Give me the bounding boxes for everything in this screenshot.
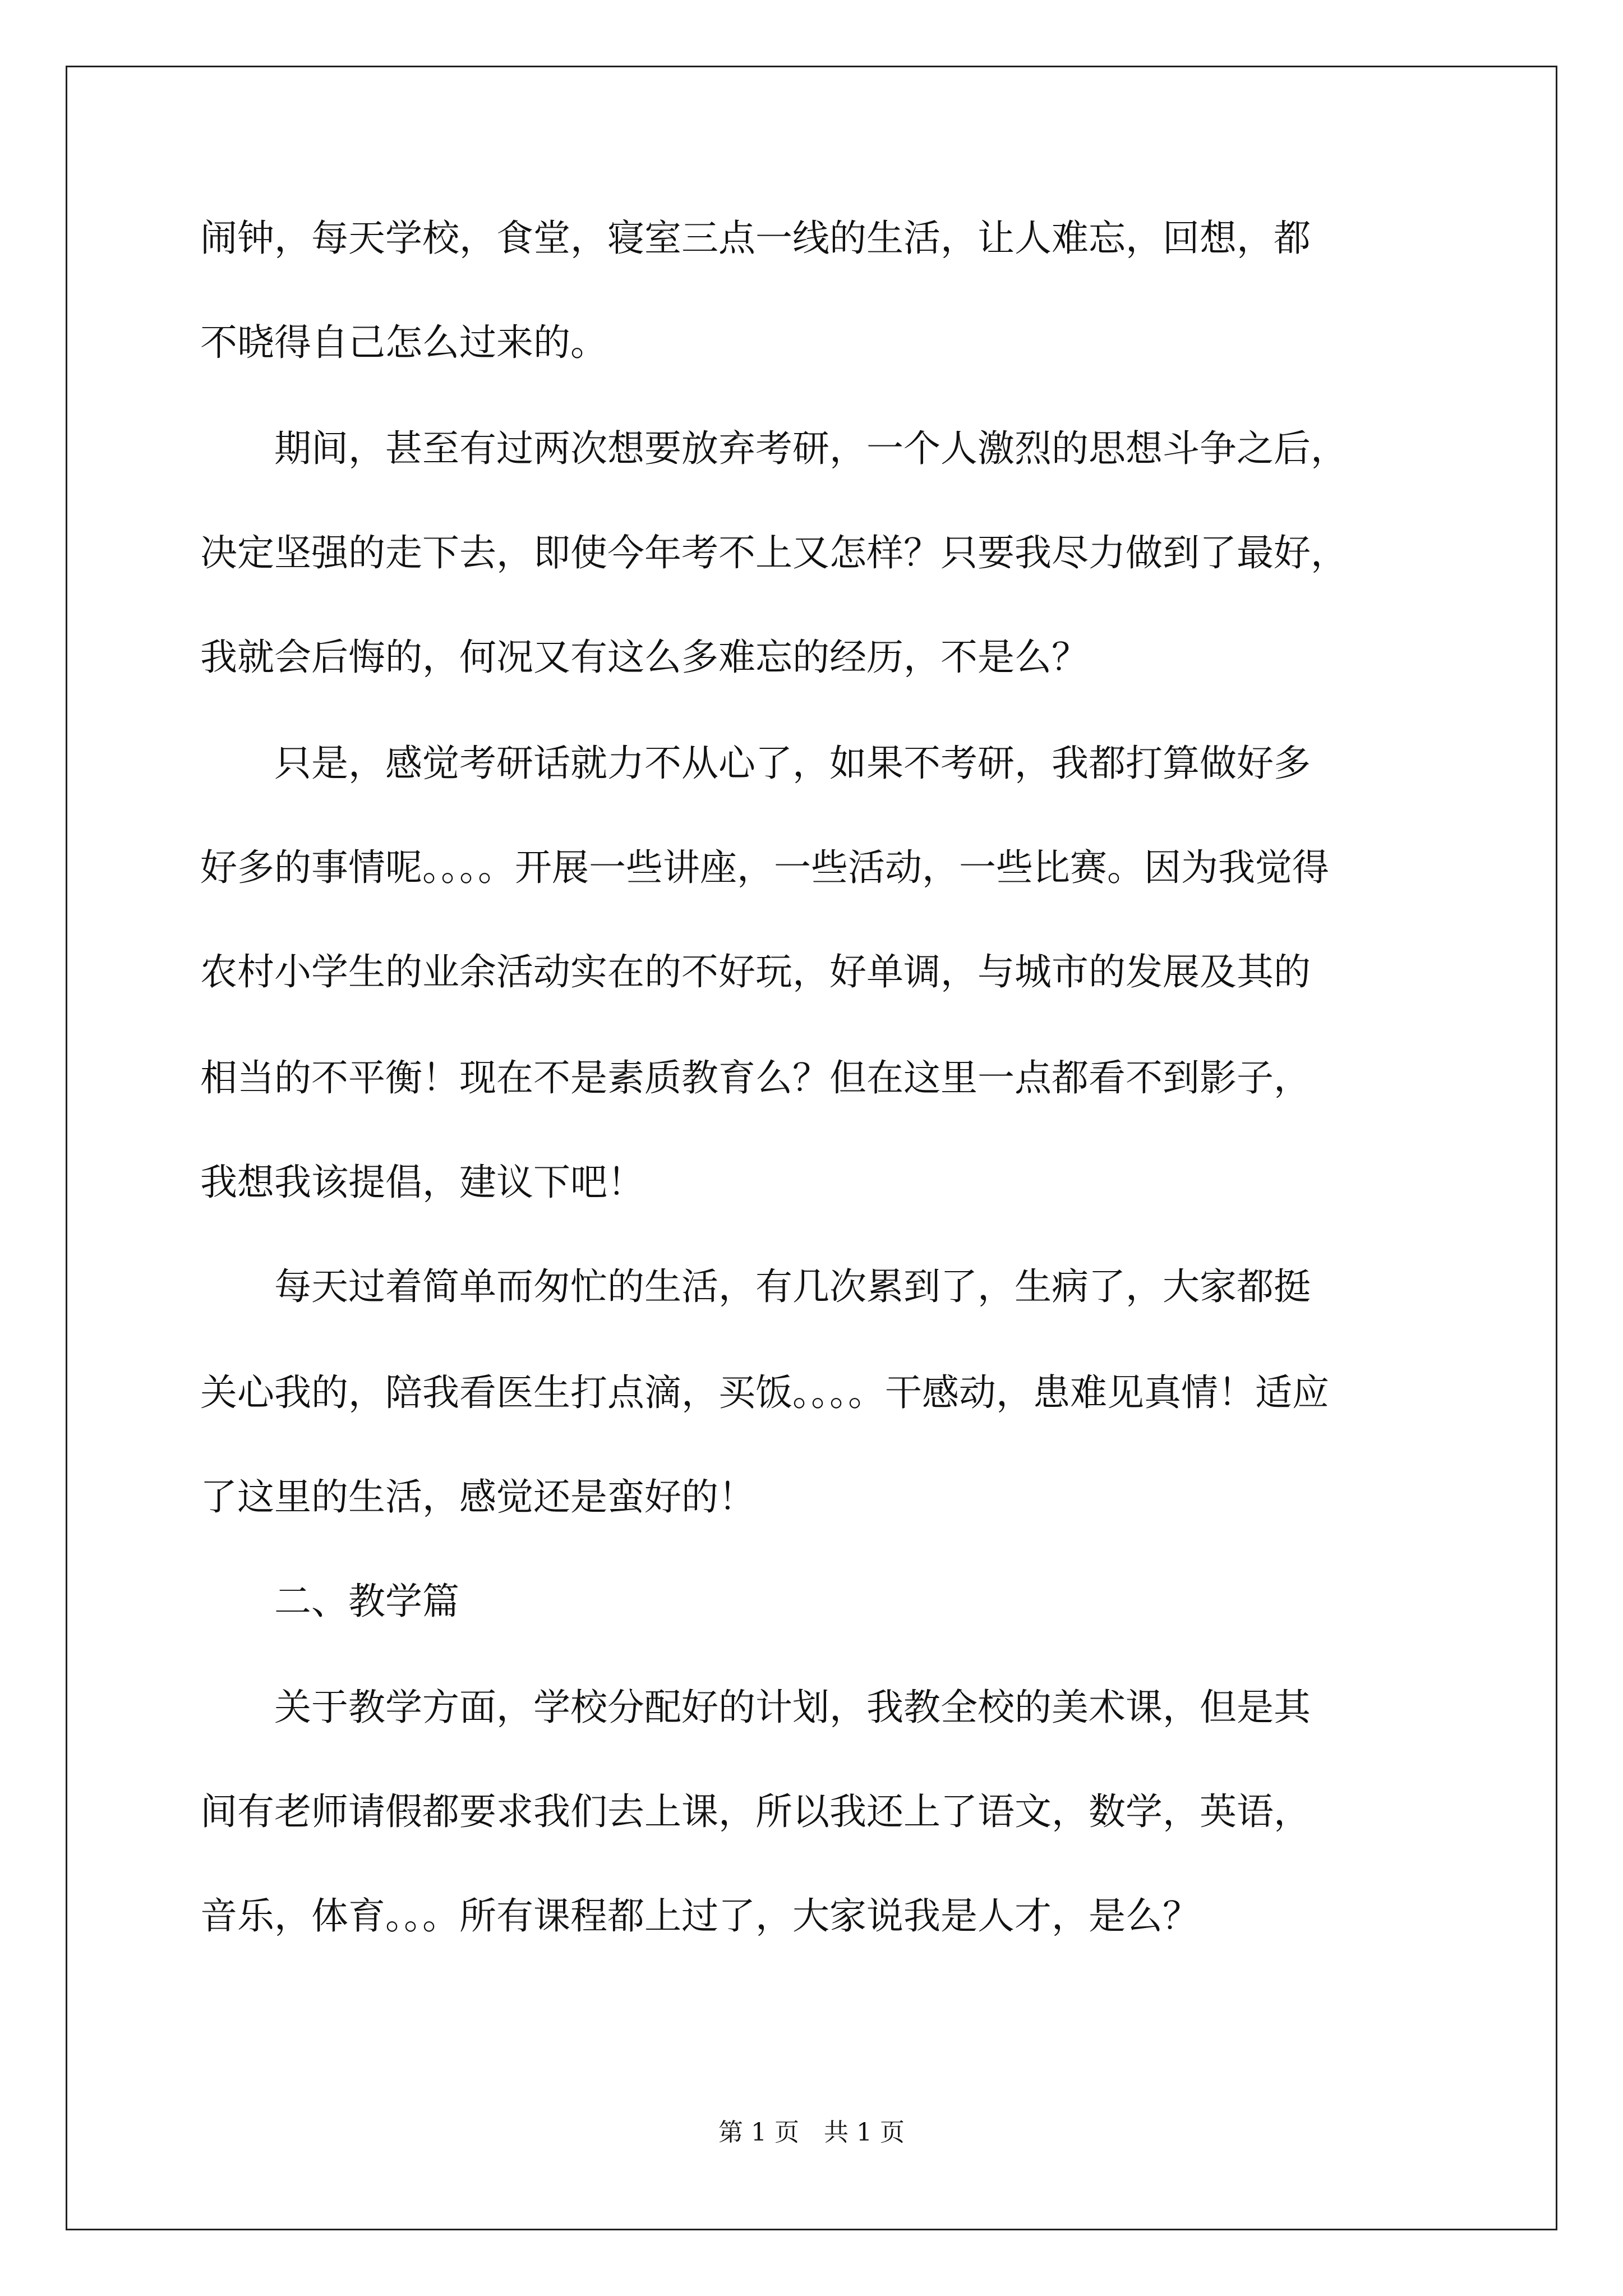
text-line: 每天过着简单而匆忙的生活，有几次累到了，生病了，大家都挺 xyxy=(200,1265,1311,1308)
text-line: 关心我的，陪我看医生打点滴，买饭。。。。干感动，患难见真情！适应 xyxy=(200,1371,1329,1414)
text-line: 关于教学方面，学校分配好的计划，我教全校的美术课，但是其 xyxy=(200,1686,1311,1729)
text-line: 好多的事情呢。。。。开展一些讲座，一些活动，一些比赛。因为我觉得 xyxy=(200,846,1329,889)
page-number-footer: 第 1 页 共 1 页 xyxy=(718,2118,905,2147)
text-line: 农村小学生的业余活动实在的不好玩，好单调，与城市的发展及其的 xyxy=(200,950,1311,993)
section-heading: 二、教学篇 xyxy=(200,1580,459,1623)
text-line: 音乐，体育。。。所有课程都上过了，大家说我是人才，是么？ xyxy=(200,1894,1200,1938)
text-line: 只是，感觉考研话就力不从心了，如果不考研，我都打算做好多 xyxy=(200,742,1311,785)
text-line: 不晓得自己怎么过来的。 xyxy=(200,321,607,364)
text-line: 期间，甚至有过两次想要放弃考研，一个人激烈的思想斗争之后， xyxy=(200,427,1348,470)
text-line: 了这里的生活，感觉还是蛮好的！ xyxy=(200,1475,755,1519)
text-line: 我就会后悔的，何况又有这么多难忘的经历，不是么？ xyxy=(200,636,1089,679)
text-line: 相当的不平衡！现在不是素质教育么？但在这里一点都看不到影子， xyxy=(200,1056,1311,1099)
text-line: 决定坚强的走下去，即使今年考不上又怎样？只要我尽力做到了最好， xyxy=(200,531,1348,574)
text-line: 我想我该提倡，建议下吧！ xyxy=(200,1161,644,1204)
text-line: 间有老师请假都要求我们去上课，所以我还上了语文，数学，英语， xyxy=(200,1790,1311,1833)
text-line: 闹钟，每天学校，食堂，寝室三点一线的生活，让人难忘，回想，都 xyxy=(200,217,1311,260)
